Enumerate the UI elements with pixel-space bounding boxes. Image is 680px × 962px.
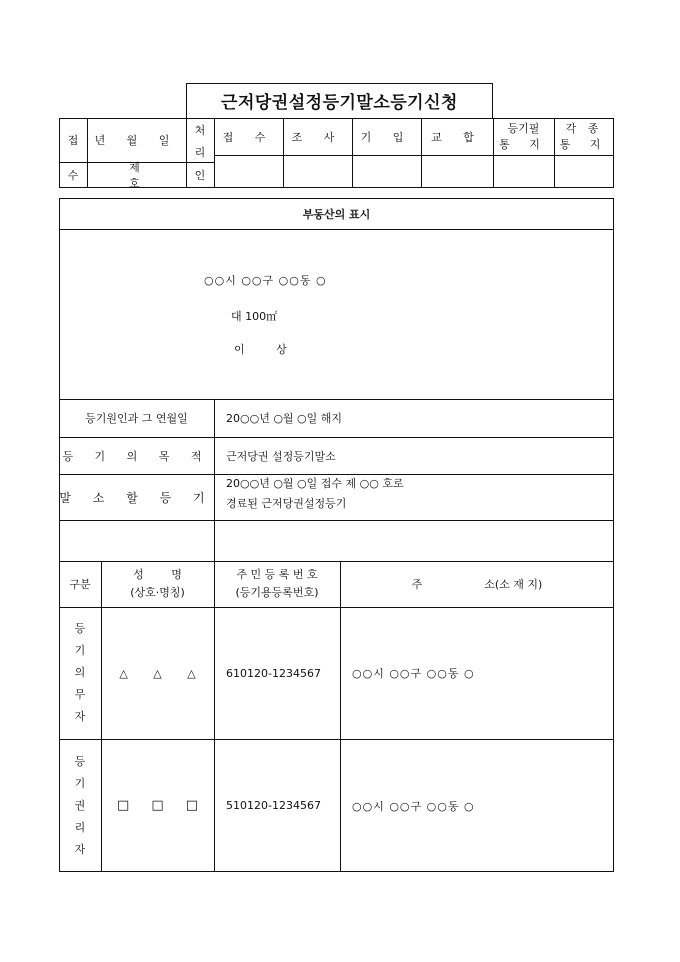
notice-registered-line1: 등기필 bbox=[507, 121, 540, 135]
notice-registered bbox=[493, 118, 554, 155]
property-end: 이 상 bbox=[234, 343, 301, 356]
property-address: ○○시 ○○구 ○○동 ○ bbox=[204, 274, 327, 287]
property-land: 대 100㎡ bbox=[231, 310, 278, 323]
obligee-id: 510120-1234567 bbox=[226, 799, 321, 812]
jeop-label: 접 bbox=[67, 134, 79, 147]
step-josa: 조 사 bbox=[291, 130, 344, 144]
obligor-label-char: 자 bbox=[74, 710, 86, 723]
cancel-value-line2: 경료된 근저당권설정등기 bbox=[226, 497, 347, 510]
obligee-label-char: 기 bbox=[74, 776, 86, 790]
col-id-line2: (등기용등록번호) bbox=[235, 586, 319, 599]
notice-various-line1: 각 종 bbox=[565, 121, 603, 135]
cheori-top: 처 bbox=[194, 124, 206, 137]
col-address-b: 소(소 재 지) bbox=[484, 578, 543, 591]
cancel-value-line1: 20○○년 ○월 ○일 접수 제 ○○ 호로 bbox=[226, 477, 404, 490]
col-id bbox=[214, 561, 340, 607]
cancel-value bbox=[214, 474, 614, 520]
date-label: 년 월 일 bbox=[94, 134, 179, 147]
obligee-label bbox=[59, 739, 101, 872]
obligor-label bbox=[59, 607, 101, 739]
obligor-label-char: 의 bbox=[74, 666, 86, 679]
step-jeopsu: 접 수 bbox=[222, 130, 275, 144]
divider bbox=[59, 229, 614, 230]
obligor-label-char: 등 bbox=[74, 622, 86, 635]
col-name bbox=[101, 561, 214, 607]
obligor-address: ○○시 ○○구 ○○동 ○ bbox=[352, 667, 475, 680]
purpose-label: 등 기 의 목 적 bbox=[62, 449, 211, 463]
obligee-label-char: 권 bbox=[74, 798, 86, 812]
col-address-a: 주 bbox=[411, 578, 423, 591]
property-header: 부동산의 표시 bbox=[302, 207, 371, 221]
obligee-name: □ □ □ bbox=[116, 798, 199, 813]
cheori-mid: 리 bbox=[194, 146, 206, 159]
step-giip: 기 입 bbox=[360, 130, 413, 144]
obligee-label-char: 리 bbox=[74, 820, 86, 834]
number-label-text: 제 호 bbox=[129, 161, 140, 190]
number-label bbox=[87, 162, 186, 188]
divider bbox=[59, 520, 614, 521]
col-name-line1: 성 명 bbox=[133, 568, 182, 581]
cheori-bottom: 인 bbox=[194, 169, 206, 182]
col-division: 구분 bbox=[69, 578, 91, 591]
col-id-line1: 주 민 등 록 번 호 bbox=[236, 568, 318, 581]
obligor-name: △ △ △ bbox=[119, 666, 196, 680]
obligee-label-char: 등 bbox=[74, 754, 86, 768]
step-gyohap: 교 합 bbox=[431, 130, 483, 144]
obligee-label-char: 자 bbox=[74, 842, 86, 856]
col-name-line2: (상호·명칭) bbox=[130, 586, 185, 599]
notice-various-line2: 통 지 bbox=[559, 137, 609, 151]
obligor-label-char: 기 bbox=[74, 644, 86, 657]
obligor-label-char: 무 bbox=[74, 688, 86, 701]
notice-registered-line2: 통 지 bbox=[499, 137, 548, 151]
obligor-id: 610120-1234567 bbox=[226, 666, 321, 680]
cause-value: 20○○년 ○월 ○일 해지 bbox=[226, 412, 343, 425]
form-title: 근저당권설정등기말소등기신청 bbox=[221, 93, 458, 113]
su-label: 수 bbox=[67, 169, 79, 182]
purpose-value: 근저당권 설정등기말소 bbox=[226, 449, 336, 463]
col-address bbox=[340, 561, 614, 607]
cause-label: 등기원인과 그 연월일 bbox=[85, 412, 188, 425]
cancel-label: 말 소 할 등 기 bbox=[59, 490, 214, 505]
notice-various bbox=[554, 118, 614, 155]
obligee-address: ○○시 ○○구 ○○동 ○ bbox=[352, 799, 475, 813]
